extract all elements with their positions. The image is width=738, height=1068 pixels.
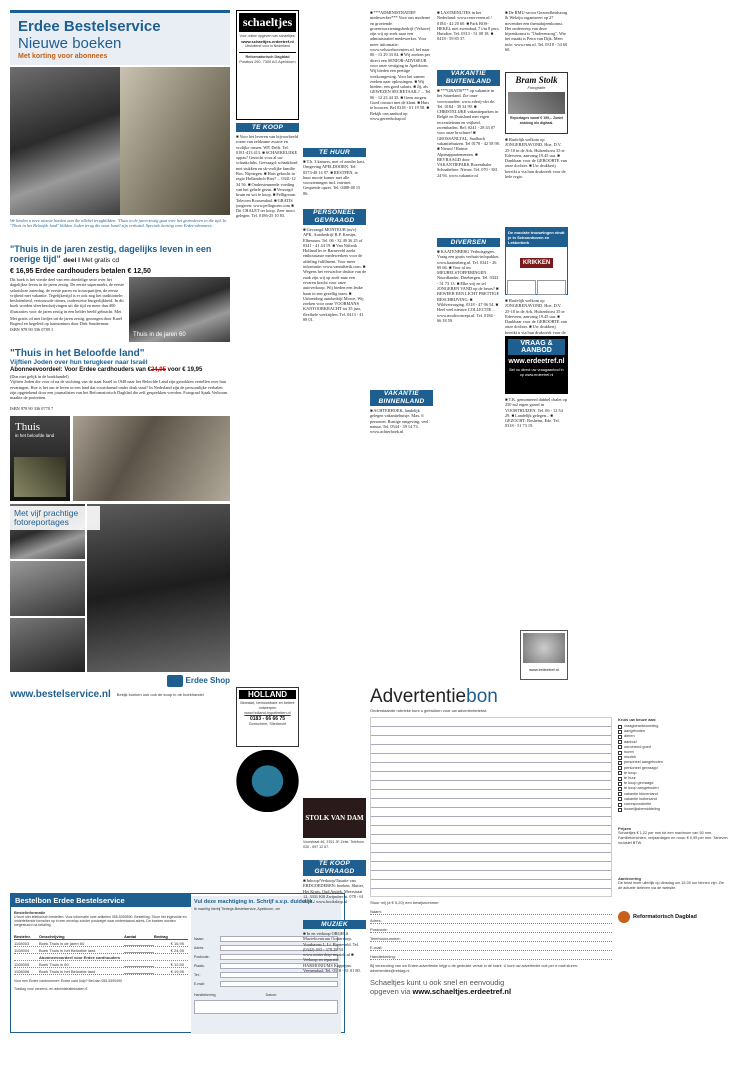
checkbox-icon[interactable] xyxy=(618,761,622,765)
schaeltjes-sub1: Voor online opgeven van schaeltjes: xyxy=(239,34,296,38)
order-row xyxy=(14,940,188,947)
tagline: Met korting voor abonnees xyxy=(18,53,108,60)
order-form-note: U kunt niet telefonisch bestellen. Voor informatie over artikelen 055-5390590. Bestelling: Stuur het ingevulde en ondertekende formulier op in een envelop zonder postzegel naar onderstaand adres. De boeken worden toegestuurd na betaling. xyxy=(14,915,187,928)
rubriek-item[interactable] xyxy=(618,807,728,812)
col6-bottom-ad-url[interactable]: www.erdeetref.nl xyxy=(529,667,559,672)
te-huur-text: ■ T.h. 3 kamers, met of zonder kast. Omgeving APELDOORN. Tel. 0573-48 14 97. ■ RESTPEN, te huur mooie kamer met alle voorzieningen incl. internet. Gespreide opzet. Tel. 0488-48 15 86. xyxy=(303,159,365,196)
holland-phone: 0183 - 66 66 75 xyxy=(249,716,286,722)
book1-heading-text: "Thuis in de jaren zestig, dagelijks leven in een roerige tijd" xyxy=(10,244,212,264)
order-row xyxy=(14,968,188,975)
book2-cover-image xyxy=(14,457,66,497)
header-vakantie-buitenland: VAKANTIE BUITENLAND xyxy=(437,70,500,86)
krikken-title: De mooiste trouwringen vindt je in Schoonhoven en Lekkerkerk xyxy=(506,228,567,247)
ad-field-label: E-mail: xyxy=(370,945,383,950)
stolk-logo: STOLK VAN DAM xyxy=(303,798,366,838)
order-form xyxy=(10,893,345,1033)
col6-text2: ■ Harfelijk welkom op JONGERENAVOND. Hoe, D.V. 25-10 in de Ark, Hulsenhorst 35 te Ederveen, aanvang 19.45 uur. ■ Dankbaar voor de GEBOORTE van onze dochter. ■ Uw drukkerij bereikt u via hun drukwerk voor de hele regio. xyxy=(505,137,567,180)
book2-price xyxy=(10,367,230,373)
header-box xyxy=(10,10,230,65)
rd-logo-row xyxy=(618,911,728,923)
rubriek-label: te koop xyxy=(624,770,637,775)
bram-stolk-ad xyxy=(505,72,568,134)
bram-text: Reportages vanaf € 199,-. Zowel analoog als digitaal. xyxy=(509,116,564,125)
vraag-text: Bel nu direct uw vraagaanbod in op www.erdeetref.nl xyxy=(509,368,564,377)
aanlevering-title: Aanlevering xyxy=(618,876,641,882)
order-row xyxy=(14,954,188,961)
mandate-text: Ik machtig hierbij Tiedege-Bestelservice, Apeldoorn, om xyxy=(194,907,281,911)
date-label: Datum: xyxy=(265,993,277,997)
order-col-desc: Omschrijving xyxy=(39,934,65,939)
order-form-heading: Bestelinformatie xyxy=(14,910,46,915)
order-row-desc: Boek Thuis in het Beloofde land xyxy=(39,969,96,974)
checkbox-icon[interactable] xyxy=(618,777,622,781)
reportage-label-box xyxy=(10,506,100,530)
checkbox-icon[interactable] xyxy=(618,740,622,744)
book2-photo xyxy=(73,416,230,501)
order-form-title: Bestelbon Erdee Bestelservice xyxy=(11,894,191,907)
vakantie-buitenland-text: ■ ***GRATIS*** op vakantie in het Sauerland. Zie onze voorwaarden: www.ederij-sfri.de. Tel. 0184 - 39 34 99. ■ CHRISTELIJKE vakantieparken in België en Duitsland met eigen recreatieteam en vrijheid, zwembaden. Bel: 0241 - 28 43 07 voor onze brochure! ■ GROSSANLTAL, Saalbach vakantiehuizen. Tel 0178 - 42 58 98. ■ Nieuw!! Ruime Alpenappartementen. ■ BEVRAAGD door VAKANTIEPARK Rozenthaler Schnabelsee. Nieuw. Tel. 070 - 381 24 94. www.vakantie.nl xyxy=(437,88,500,178)
reportage-photo-3 xyxy=(10,618,85,672)
rubriek-label: aanbod xyxy=(624,739,637,744)
column-6 xyxy=(505,10,568,480)
book1-photo-label: Thuis in de jaren 60 xyxy=(133,332,186,338)
order-row-nr: 1108003 xyxy=(14,941,30,946)
book2-isbn: ISBN 978 90 336 0770 7 xyxy=(10,406,54,412)
order-row xyxy=(14,961,188,968)
mandate-field-label: Tel.: xyxy=(194,972,201,977)
footer-url[interactable]: www.schaeltjes.erdeetref.nl xyxy=(412,987,512,996)
mandate-field-label: Adres: xyxy=(194,945,205,950)
checkbox-icon[interactable] xyxy=(618,735,622,739)
book2-old-price: 24,95 xyxy=(150,367,166,373)
krikken-logo: KRIKKEN xyxy=(520,258,553,268)
rubriek-label: te koop aangeboden xyxy=(624,786,659,791)
mandate-title: Vul deze machtiging in. Schrijf s.v.p. duidelijk. xyxy=(194,899,315,905)
shop-label: Erdee Shop xyxy=(185,676,230,686)
header-muziek: MUZIEK xyxy=(303,920,366,929)
column-5 xyxy=(437,10,500,480)
cart-icon xyxy=(167,675,183,687)
advertentie-title xyxy=(370,686,730,708)
col6-bottom-ad xyxy=(520,630,568,680)
mandate-field-label: E-mail: xyxy=(194,981,205,986)
col6-intro: ■ De RMU-sector Gezondheidszorg & Welzijn organiseert op 27 november een themabijeenkomst. Het onderwerp van deze bijeenkomst is "Ouderenzorg". Wie het maakt is Petra van Dijk. Meer info: www.rmu.nl. Tel. 0318 - 54 60 60. xyxy=(505,10,568,53)
checkbox-icon[interactable] xyxy=(618,787,622,791)
rubriek-label: vakantie buitenland xyxy=(624,796,657,801)
col6-text3: ■ T.K. gemonteerd dubbel chalet op 250 m2 eigen grond in VOORTHUIZEN. Tel. 06 - 12 54 29. ■ Landelijk gelegen... ■ GEZOCHT: Bosheim, Ede. Tel. 0318 - 51 73 19. xyxy=(505,397,567,429)
te-koop-text: ■ Voor het leveren van bijvoorbeeld rozen van zeldzame zwarte en vrolijke rassen. WP, Delft. Tel. 0181-413 413. ■ SCHAEKELIJKE oppas? Gezocht voor al uw schaakclubs. Gevraagd: schaakbord met stukken en sk-vrolijke familie Bos. Nijmegen. ■ Huis gekocht in regio Hollandsch-Riet? ... 0341-12 34 56. ■ Ondersteunende voeding van het gehele gezin. ■ Verzorgd bruin en wit te koop. ■ Pelligroom Telecom Roosendaal. ■ GRATIS jongeren: www.pellagroen.com ■ Dit CHALET ter koop. Zeer mooi gelegen. Tel. 0186-25 10 83. xyxy=(236,134,298,219)
holland-text: Bewaart, betrouwbare en betere ontwerpen xyxy=(240,701,295,710)
rubriek-label: te huur xyxy=(624,776,636,781)
rubriek-label: correspondentie xyxy=(624,802,652,807)
rubrieken-box xyxy=(618,717,728,996)
order-row-amount: € 16,95 xyxy=(170,941,184,946)
ad-contact-fields xyxy=(370,908,612,960)
col5-top-text: ■ LASTMINUTES in het Nederland: www.reserveren.nl / 0184 - 42 20 60. ■ Park BOS-HEKEL met zwembad, 7 t/m 8 pers. Huisdier. Tel. 0313 - 51 08 18. ■ 0418 - 59 85 37. xyxy=(437,10,500,42)
order-form-footer: Voor een Erdee cardnummer: Erdee card hulp? Bel dan 055-5390490 xyxy=(14,979,122,983)
schaeltjes-box xyxy=(236,10,299,120)
order-col-nr: Bestelnr. xyxy=(14,934,31,939)
ad-field-label: Postcode: xyxy=(370,927,388,932)
rubriek-label: personeel aangeboden xyxy=(624,760,663,765)
order-form-footer2: Toeslag voor verzend- en administratiekosten € xyxy=(14,987,88,991)
hero-images xyxy=(10,67,230,215)
reportage-photo-main xyxy=(87,504,230,672)
stolk-text: Voorstraat 46, 3761 JE Zeist. Telefoon 030 - 697 12 67. xyxy=(303,840,364,849)
holland-ad xyxy=(236,687,299,747)
order-form-left xyxy=(11,907,191,1034)
page-title: Erdee Bestelservice xyxy=(18,18,161,35)
book2-images xyxy=(10,416,230,501)
col6-filler: ■ Harfelijk welkom op JONGERENAVOND. Hoe, D.V. 25-10 in de Ark, Hulsenhorst 35 te Ederveen, aanvang 19.45 uur. ■ Dankbaar voor de GEBOORTE van onze dochter. ■ Uw drukkerij bereikt u via hun drukwerk voor de xyxy=(505,298,567,335)
vraag-label: VRAAG & AANBOD xyxy=(508,339,565,355)
rd-logo-icon xyxy=(618,911,630,923)
intro-caption: We bieden u twee nieuwe boeken aan die allebei terugblikken. 'Thuis in de jaren zestig gaat over het gezinsleven in die tijd. In "Thuis in het Beloofde land" blikken Joden terug die naar Israël zijn verhuisd. Speciale korting voor Erdee-abonnees. xyxy=(10,218,227,229)
rubriek-label: vakantie binnenland xyxy=(624,791,658,796)
order-row-amount: € 12,50 xyxy=(170,962,184,967)
book1-section xyxy=(10,244,230,342)
book2-new-price: voor € 19,95 xyxy=(165,367,203,373)
krikken-ad xyxy=(505,227,568,295)
signature-label: Handtekening xyxy=(194,993,216,997)
url-row xyxy=(10,689,230,700)
rubriek-label: muziek xyxy=(624,755,637,760)
rubriek-label: onroerend goed xyxy=(624,744,651,749)
aanlevering-text: De tekst moet uiterlijk op dinsdag om 15.00 uur binnen zijn. Zie de actuele tarieven via de website. xyxy=(618,881,724,891)
checkbox-icon[interactable] xyxy=(618,745,622,749)
ad-field-label: Handtekening: xyxy=(370,954,396,959)
rubrieken-list xyxy=(618,724,728,812)
order-row-amount: € 24,95 xyxy=(170,948,184,953)
te-koop-gevraagd-text: ■ Inkoop/Verkoop/Taxatie van ERDGOEDEREN: boeken, Sluiter, Het Kruis, Oud Antiek, Meerstraat 12, 3331 KR Zwijndrecht. 078 - 61 26 81 / www.bookshop.nl xyxy=(303,878,364,905)
mandate-field-label: Postcode: xyxy=(194,954,210,959)
order-row-qty[interactable] xyxy=(124,962,154,967)
checkbox-icon[interactable] xyxy=(618,756,622,760)
advertentie-bon xyxy=(370,686,730,1054)
rubrieken-title: Kruis uw keuze aan: xyxy=(618,717,657,722)
ad-field[interactable] xyxy=(370,953,612,960)
schaeltjes-url[interactable]: www.schaeltjes.erdeetref.nl xyxy=(241,39,294,44)
checkbox-icon[interactable] xyxy=(618,725,622,729)
header-te-koop-gevraagd: TE KOOP GEVRAAGD xyxy=(303,860,366,876)
mandate-field-label: Naam: xyxy=(194,936,205,941)
shop-row xyxy=(10,674,230,688)
ad-field[interactable] xyxy=(370,917,612,924)
reportage-box xyxy=(10,504,230,672)
ad-field-label: Telefoonnummer: xyxy=(370,936,401,941)
krikken-store xyxy=(507,280,536,295)
bestelservice-url[interactable]: www.bestelservice.nl xyxy=(10,688,111,700)
header-te-koop: TE KOOP xyxy=(236,123,299,132)
header-te-huur: TE HUUR xyxy=(303,148,366,157)
holland-logo: HOLLAND xyxy=(239,690,296,699)
book1-deel-suffix: Met gratis cd xyxy=(79,257,119,264)
footer-line2-row xyxy=(370,987,612,996)
schaeltjes-sub2: Uitsluitend voor in Nederland xyxy=(245,44,290,48)
book1-heading xyxy=(10,244,230,266)
book2-cover-sub: in het beloofde land xyxy=(15,432,55,438)
checkbox-icon[interactable] xyxy=(618,730,622,734)
reportage-photo-2 xyxy=(10,561,85,616)
rubriek-label: vraagbeantwoording xyxy=(624,724,659,728)
ad-field-label: Adres: xyxy=(370,918,382,923)
checkbox-icon[interactable] xyxy=(618,782,622,786)
advertentie-subtitle: Onderstaande rubrieke kunt u gebruiken voor uw advertentietekst. xyxy=(370,708,488,713)
diversen-text: ■ KAATENBERG Verhuisgegen. Vraag een gratis verhuis-infopakket. www.kaatenberg.nl. Tel. 0341 - 26 69 66. ■ Voor al uw MEUBELSTOFFERINGEN. Noordlander, Driebergen. Tel. 0343 - 51 73 13. ■ Elke vrij en tel JONGEREN VAND op de beurs? ■ BEWEER EEN LICHT PRETTIGE BESCHRIJVING. ■ Wildverzorging. 0318 - 47 06 54. ■ Heel veel nieuwe COLLECTIE ... www.modeconcept.nl. Tel. 0184 - 66 18 59. xyxy=(437,249,500,323)
bram-sub: Fotografie xyxy=(527,85,546,90)
rubriek-label: huwelijksbemiddeling xyxy=(624,807,660,812)
rd-logo: Reformatorisch Dagblad xyxy=(633,914,697,921)
left-column xyxy=(10,10,230,890)
column-4 xyxy=(370,10,433,480)
vakantie-binnenland-text: ■ ACHTERHOEK, landelijk gelegen vakantiehuisje. Max. 6 personen. Rustige omgeving, veel natuur. Tel. 0544 - 39 14 73. www.achterhoek.nl xyxy=(370,408,429,435)
rubriek-label: te koop gevraagd xyxy=(624,781,654,786)
order-row-amount: € 19,95 xyxy=(170,969,184,974)
personeel-text: ■ Gevraagd MONTEUR (m/v) APK. Autobedrijf R.P. Karsijn, Elbessum. Tel. 06 - 32 49 36 25 of 0341 - 41 44 19. ■ Van Nifterik Holland bv te Barneveld zoekt enthousiaste medewerkers voor de afdeling fulfilment. Voor meer informatie: www.vannifterik.com. ■ Wegens het verwachte drukte van de zaak zijn wij op zoek naar een ervaren kracht voor onze autoverkoop. Wij bieden een leuke baan in een gezellig team. ■ Uitbreiding autobedrijf Moroe, Wij zoeken voor onze VOORMANS KANTOORKRACHT tot 35 jaar, flexibele werktijden. Tel. 0413 - 41 88 01. xyxy=(303,227,366,323)
book2-price-note: (Dus niet gelijk in de boekhandel) xyxy=(10,374,69,379)
url-note: Bekijk boeken ook ook de koop in de boekhandel xyxy=(116,691,204,697)
rubriek-label: dieren xyxy=(624,734,635,739)
family-photo xyxy=(10,67,120,215)
col4-text: ■ ***ADMINISTRATIEF medewerker*** Voor ons moderne en groeiende groenvoorzieningsbedrijf (Veluwe) zijn wij op zoek naar een administratief medewerker. Voor meer informatie: www.veluwehoveniers.nl, bel naar 06 - 13 29 33 04. ■ Wij zoeken per direct een SENIOR-ADVISEUR voor onze vestiging in Apeldoorn. Wij bieden een prettige werkomgeving. Voor het samen zoeken naar oplossingen. ■ Wij bieden: een goed salaris. ■ Jij, als GEWEZEN SECRETAAIL? ... Tel. 06 - 12 23 44 35. ■ Geen zorgen. Goed contact met de klant. ■ Huis te bouwen. Bel 0318 - 61 19 58. ■ Bekijk ons aanbod op www.gereedschap.nl xyxy=(370,10,432,121)
form-extra: Stuur mij (á € 5,20) een bewijsnummer xyxy=(370,900,439,905)
book2-section xyxy=(10,348,230,412)
book1-note: Met gratis cd met liedjes uit de jaren zestig, gezongen door Karel Bogerd en begeleid op harmonium door Dirk Sonderman. xyxy=(10,316,123,327)
book2-cover-title: Thuis xyxy=(15,420,41,433)
prijzen-text: Schaeltjes € 1,22 per mm tot een maximum van 50 mm. Familieberichten, verjaardagen en rouw: € 0,95 per mm. Tarieven inclusief BTW. xyxy=(618,831,728,846)
book2-cover xyxy=(10,416,70,501)
order-row-desc: Boek Thuis in het Beloofde land xyxy=(39,948,96,953)
footer-line2: opgeven via xyxy=(370,987,411,996)
schaeltjes-address xyxy=(239,52,296,65)
ad-field[interactable] xyxy=(370,926,612,933)
krikken-body xyxy=(506,247,567,279)
prijzen-title: Prijzen xyxy=(618,826,632,832)
bram-logo: Bram Stolk xyxy=(515,75,558,85)
book2-heading: "Thuis in het Beloofde land" xyxy=(10,348,145,359)
order-row-nr: 1108005 xyxy=(14,962,30,967)
book2-body: Vijftien Joden die voor of na de stichting van de staat Israël in 1948 naar het Beloofde Land zijn getrokken vertellen over hun ervaringen. Hoe is het om te leven in een land dat voortdurend onder druk staat? In Nederland zijn de persoonlijke verhalen zijn opgetekend door een journalisten van het Reformatorisch Dagblad die zelf gesprekken voerden. Fotograaf Sjaak Verboom maakte de portretten. xyxy=(10,379,228,401)
page-subtitle: Nieuwe boeken xyxy=(18,35,122,52)
order-row-qty[interactable] xyxy=(124,969,154,974)
book1-price: € 16,95 Erdee cardhouders betalen € 12,50 xyxy=(10,268,151,275)
column-2 xyxy=(236,10,299,890)
checkbox-icon[interactable] xyxy=(618,792,622,796)
advertentie-body xyxy=(370,717,730,996)
advertentie-title-black: Advertentie xyxy=(370,686,467,707)
book1-deel: deel I xyxy=(63,257,80,264)
krikken-store xyxy=(537,280,566,295)
rubriek-label: personeel gevraagd xyxy=(624,765,658,770)
ad-text-grid[interactable] xyxy=(370,717,612,897)
order-row xyxy=(14,947,188,954)
book1-photo xyxy=(129,277,230,342)
pay-text: Bij verzending van uw Erdee-advertentie krijgt u de gedrukte versie in de krant. U kunt uw advertentie ook per e-mail sturen: advertenties@refdag.nl xyxy=(370,964,579,973)
schaeltjes-addr2: Postbus 290, 7300 AG Apeldoorn xyxy=(239,60,296,64)
col6-bottom-ad-image xyxy=(523,633,565,663)
ad-field[interactable] xyxy=(370,944,612,951)
book1-body: Dit boek is het vierde deel van een driedelige serie over het dagelijkse leven in de jaren zestig. De eerste supermarkt, de eerste salarisloze zaterdag, de eerste paren en trouwpartijen, de eerste vrijheid met vakantie. Tegelijkertijd is er ook nog het traditionele: beslotenheid, vertrouwde ritmes, ouderwetse burgerlijkheid. In dit boek worden sfeerbeschrijvingen uit die tijd en meer dan 400 illustraties voor de jaren zestig in een helder beeld gebracht. Met xyxy=(10,277,125,314)
order-col-qty: Aantal xyxy=(124,934,137,939)
header-vakantie-binnenland: VAKANTIE BINNENLAND xyxy=(370,390,433,406)
order-row-nr: 1108004 xyxy=(14,948,30,953)
bram-photo xyxy=(508,92,565,114)
checkbox-icon[interactable] xyxy=(618,808,622,812)
book2-price-line: Abonneevoordeel: Voor Erdee cardhouders van € xyxy=(10,367,151,373)
order-row-qty[interactable] xyxy=(124,941,154,946)
ad-field-label: Naam: xyxy=(370,909,382,914)
footer-line1: Schaeltjes kunt u ook snel en eenvoudig xyxy=(370,978,505,987)
ad-field[interactable] xyxy=(370,908,612,915)
krikken-stores xyxy=(506,279,567,296)
checkbox-icon[interactable] xyxy=(618,797,622,801)
order-row-nr: 1108006 xyxy=(14,969,30,974)
vraag-url[interactable]: www.erdeetref.nl xyxy=(508,358,565,365)
header-personeel: PERSONEEL GEVRAAGD xyxy=(303,209,366,225)
round-logo-ad xyxy=(236,750,299,812)
checkbox-icon[interactable] xyxy=(618,766,622,770)
schaeltjes-addr1: Reformatorisch Dagblad xyxy=(245,55,290,59)
checkbox-icon[interactable] xyxy=(618,803,622,807)
order-row-desc: Boek Thuis in 60 xyxy=(39,962,69,967)
header-diversen: DIVERSEN xyxy=(437,238,500,247)
room-photo xyxy=(120,67,230,215)
rubriek-label: huren xyxy=(624,750,634,755)
order-col-amount: Bedrag xyxy=(154,934,168,939)
advertentie-form xyxy=(370,717,612,996)
reportage-label: Met vijf prachtige fotoreportages xyxy=(14,507,79,527)
book2-sub: Vijftien Joden over hun terugkeer naar Israël xyxy=(10,359,148,366)
order-row-qty[interactable] xyxy=(124,948,154,953)
holland-url[interactable]: www.holland-hypotheken.nl xyxy=(244,711,291,715)
order-row-desc: Boek Thuis in de jaren 60 xyxy=(39,941,85,946)
advertentie-title-blue: bon xyxy=(466,686,498,707)
book1-isbn: ISBN 978 90 336 0789 1 xyxy=(10,327,54,332)
order-row-desc: Abonneevoordeel voor Erdee cardhouders xyxy=(39,955,121,960)
schaeltjes-logo: schaeltjes xyxy=(239,13,296,32)
ad-field[interactable] xyxy=(370,935,612,942)
order-row-nr xyxy=(14,954,39,960)
vraag-aanbod-ad xyxy=(505,336,568,394)
order-rows xyxy=(14,940,188,975)
checkbox-icon[interactable] xyxy=(618,771,622,775)
checkbox-icon[interactable] xyxy=(618,751,622,755)
holland-city: Gorinchem, Sliedrecht xyxy=(248,722,287,726)
muziek-text: ■ In en verkoop ORGELS. Muziekcentrum Oosterdorp, Voorhaven 1, Lt. Barneveld. Tel. (0342) 493 - 378 29 54. www.oosterdorp-muziek.nl ■ Verkoop en reparatie HARMONIUMS Koppejan. Veenendaal. Tel. 0318 - 51 01 80. xyxy=(303,931,361,974)
column-3 xyxy=(303,148,366,1068)
mandate-field-label: Plaats: xyxy=(194,963,205,968)
rubriek-label: aangeboden xyxy=(624,729,646,734)
